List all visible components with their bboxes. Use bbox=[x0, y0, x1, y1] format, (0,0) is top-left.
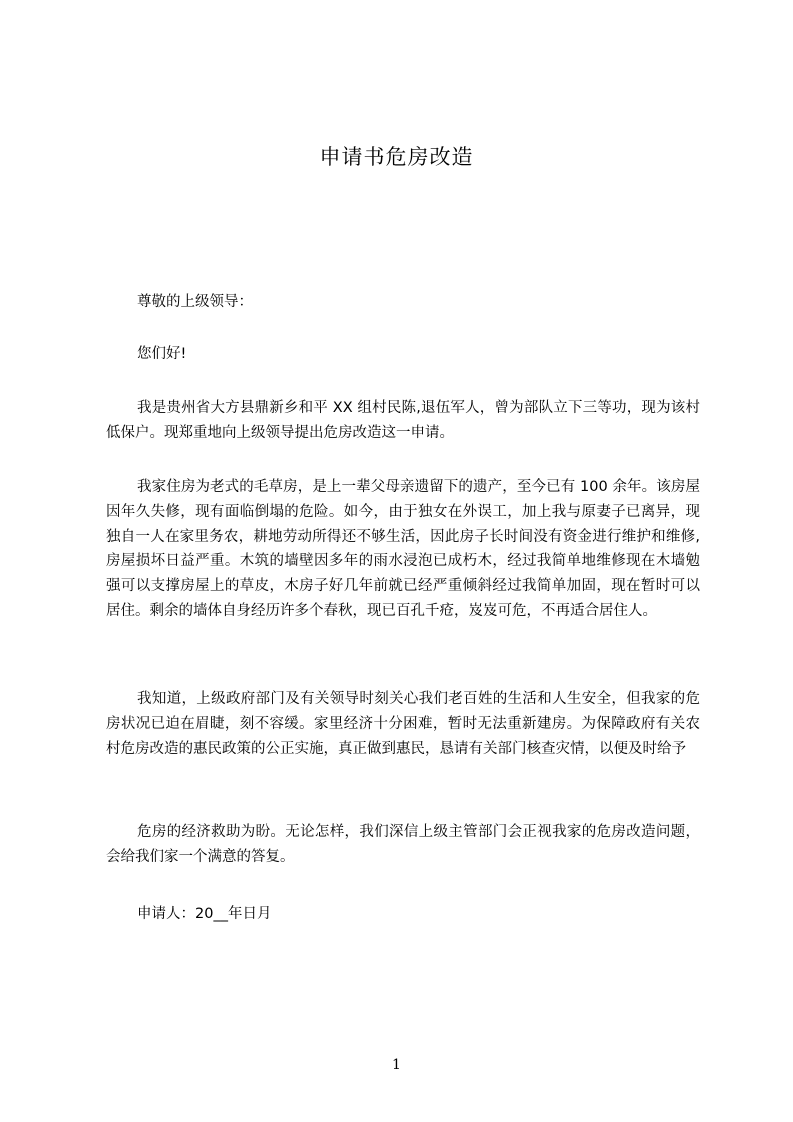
paragraph-intro: 我是贵州省大方县鼎新乡和平 XX 组村民陈,退伍军人，曾为部队立下三等功，现为该村低保户。现郑重地向上级领导提出危房改造这一申请。 bbox=[106, 400, 700, 441]
paragraph-house-condition: 我家住房为老式的毛草房，是上一辈父母亲遗留下的遗产，至今已有 100 余年。该房屋因年久失修，现有面临倒塌的危险。如今，由于独女在外误工，加上我与原妻子已离异，现独自一人在家里务农，耕地劳动所得还不够生活，因此房子长时间没有资金进行维护和维修,房屋损坏日益严重。木筑的墙壁因多年的雨水浸泡已成朽木，经过我简单地维修现在木墙勉强可以支撑房屋上的草皮，木房子好几年前就已经严重倾斜经过我简单加固，现在暂时可以居住。剩余的墙体自身经历许多个春秋，现已百孔千疮，岌岌可危，不再适合居住人。 bbox=[106, 479, 700, 619]
paragraph-closing: 危房的经济救助为盼。无论怎样，我们深信上级主管部门会正视我家的危房改造问题，会给我们家一个满意的答复。 bbox=[106, 824, 700, 865]
page-number: 1 bbox=[392, 1057, 401, 1073]
document-title: 申请书危房改造 bbox=[319, 145, 474, 169]
salutation: 尊敬的上级领导： bbox=[137, 294, 253, 310]
greeting: 您们好! bbox=[137, 346, 187, 362]
paragraph-request: 我知道，上级政府部门及有关领导时刻关心我们老百姓的生活和人生安全，但我家的危房状况已迫在眉睫，刻不容缓。家里经济十分困难，暂时无法重新建房。为保障政府有关农村危房改造的惠民政策的公正实施，真正做到惠民，恳请有关部门核查灾情，以便及时给予 bbox=[106, 691, 700, 757]
signature-line: 申请人：20__年日月 bbox=[137, 906, 272, 922]
